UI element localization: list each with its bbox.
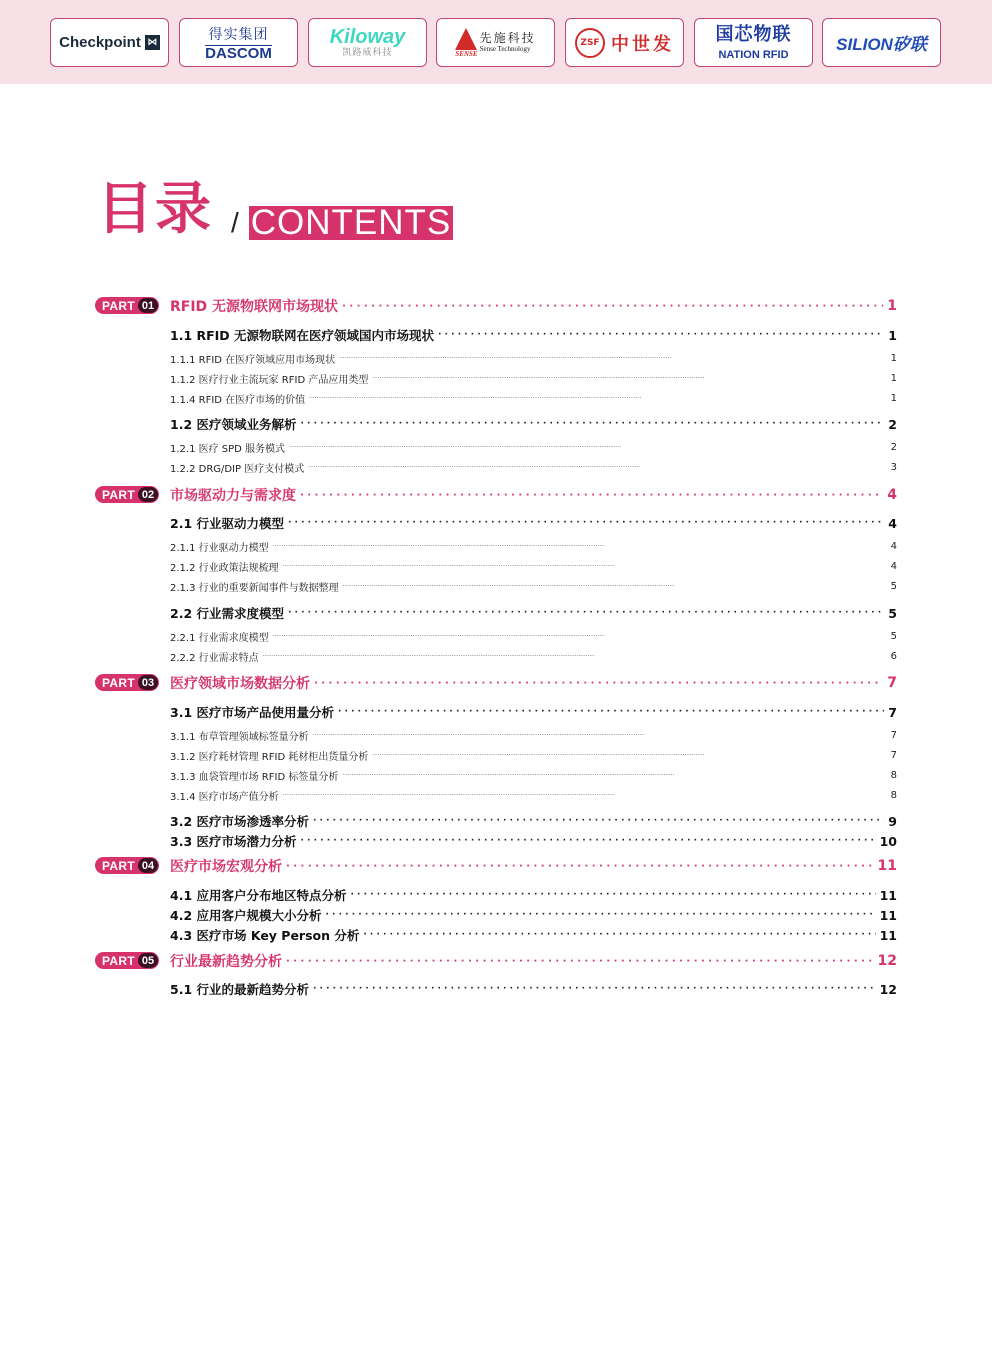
toc-entry[interactable] (170, 579, 897, 594)
toc-entry[interactable] (170, 788, 897, 803)
partner-logo-banner (0, 0, 992, 84)
toc-entry[interactable] (170, 604, 897, 622)
toc-entry[interactable] (170, 371, 897, 386)
toc-entry[interactable] (170, 629, 897, 644)
toc-title: 2.1.3 行业的重要新闻事件与数据整理 (170, 583, 339, 594)
part-badge-label: PART (102, 953, 135, 968)
toc-page: 12 (877, 953, 897, 969)
kiloway-logo-cn: 凯路威科技 (342, 48, 393, 58)
toc-page: 12 (879, 981, 897, 997)
silion-logo (822, 18, 941, 67)
toc-page: 7 (888, 704, 897, 720)
toc-title: 行业最新趋势分析 (170, 954, 282, 970)
toc-entry[interactable] (170, 514, 897, 532)
toc-leader (301, 836, 876, 846)
toc-title: 2.2.2 行业需求特点 (170, 653, 259, 664)
dascom-logo-en: DASCOM (205, 44, 272, 62)
toc-title: 3.1.4 医疗市场产值分析 (170, 792, 279, 803)
toc-page: 6 (890, 651, 897, 662)
toc-entry[interactable] (170, 559, 897, 574)
toc-title: 3.1.2 医疗耗材管理 RFID 耗材柜出货量分析 (170, 752, 369, 763)
toc-page: 11 (879, 887, 897, 903)
nation-rfid-logo-cn: 国芯物联 (715, 23, 792, 45)
toc-leader (309, 395, 886, 402)
toc-entry[interactable] (170, 748, 897, 763)
toc-leader (300, 490, 883, 501)
toc-title: 2.2.1 行业需求度模型 (170, 633, 269, 644)
toc-title: 2.1.1 行业驱动力模型 (170, 543, 269, 554)
toc-leader (313, 732, 887, 739)
checkpoint-mark-icon: ⋈ (145, 35, 160, 50)
toc-title: 1.1 RFID 无源物联网在医疗领域国内市场现状 (170, 328, 435, 343)
toc-title: 3.1.3 血袋管理市场 RFID 标签量分析 (170, 772, 339, 783)
toc-entry[interactable] (170, 768, 897, 783)
toc-part-04[interactable] (170, 856, 897, 876)
kiloway-logo (308, 18, 427, 67)
part-badge-label: PART (102, 858, 135, 873)
part-badge-label: PART (102, 487, 135, 502)
sense-logo-cn: 先施科技 (479, 31, 536, 45)
toc-leader (283, 792, 887, 799)
zsf-logo-cn: 中世发 (611, 33, 674, 55)
part-badge-03 (95, 674, 159, 691)
toc-page: 4 (888, 515, 897, 531)
toc-leader (372, 752, 886, 759)
toc-entry[interactable] (170, 926, 897, 944)
toc-leader (313, 816, 884, 826)
toc-title: 3.1.1 布草管理领域标签量分析 (170, 732, 309, 743)
toc-title: 医疗市场宏观分析 (170, 859, 282, 875)
toc-leader (273, 543, 887, 550)
toc-page: 3 (890, 462, 897, 473)
toc-title: 4.2 应用客户规模大小分析 (170, 908, 322, 923)
toc-page: 1 (890, 393, 897, 404)
dascom-logo (179, 18, 298, 67)
toc-leader (289, 444, 887, 451)
toc-page: 5 (888, 605, 897, 621)
toc-page: 11 (877, 858, 897, 874)
zsf-circle-icon: ZSF (575, 28, 605, 58)
toc-part-03[interactable] (170, 673, 897, 693)
toc-part-02[interactable] (170, 485, 897, 505)
toc-page: 7 (890, 730, 897, 741)
toc-page: 11 (879, 907, 897, 923)
toc-entry[interactable] (170, 812, 897, 830)
toc-page: 4 (890, 561, 897, 572)
toc-title: 2.2 行业需求度模型 (170, 606, 284, 621)
toc-part-05[interactable] (170, 951, 897, 971)
toc-title: 4.1 应用客户分布地区特点分析 (170, 888, 347, 903)
zsf-logo (565, 18, 684, 67)
toc-page: 4 (890, 541, 897, 552)
toc-leader (308, 464, 886, 471)
toc-title: 3.2 医疗市场渗透率分析 (170, 814, 309, 829)
toc-leader (351, 890, 876, 900)
toc-page: 1 (887, 298, 897, 314)
part-badge-04 (95, 857, 159, 874)
toc-title: 医疗领域市场数据分析 (170, 676, 310, 692)
part-badge-label: PART (102, 675, 135, 690)
toc-page: 9 (888, 813, 897, 829)
toc-leader (286, 861, 874, 872)
toc-entry[interactable] (170, 728, 897, 743)
part-badge-05 (95, 952, 159, 969)
toc-title: 3.1 医疗市场产品使用量分析 (170, 705, 334, 720)
toc-leader (288, 518, 884, 528)
toc-entry[interactable] (170, 906, 897, 924)
part-badge-label: PART (102, 298, 135, 313)
toc-leader (288, 608, 884, 618)
toc-leader (314, 678, 883, 689)
toc-page: 4 (887, 487, 897, 503)
toc-entry[interactable] (170, 415, 897, 433)
toc-leader (342, 772, 886, 779)
sense-triangle-icon (455, 28, 477, 50)
toc-page: 8 (890, 770, 897, 781)
dascom-logo-cn: 得实集团 (208, 26, 269, 43)
toc-page: 1 (890, 373, 897, 384)
title-english: CONTENTS (250, 203, 452, 242)
toc-title: 1.1.1 RFID 在医疗领域应用市场现状 (170, 355, 336, 366)
part-badge-number: 01 (138, 298, 158, 313)
toc-leader (263, 653, 887, 660)
toc-page: 2 (888, 416, 897, 432)
page-title (97, 178, 453, 242)
toc-entry[interactable] (170, 886, 897, 904)
toc-entry[interactable] (170, 539, 897, 554)
part-badge-number: 02 (138, 487, 158, 502)
toc-title: 3.3 医疗市场潜力分析 (170, 834, 297, 849)
toc-leader (339, 355, 886, 362)
part-badge-number: 05 (138, 953, 158, 968)
title-main: 目录 (97, 177, 213, 242)
part-badge-01 (95, 297, 159, 314)
toc-entry[interactable] (170, 351, 897, 366)
toc-leader (343, 583, 887, 590)
toc-leader (342, 301, 883, 312)
toc-page: 1 (890, 353, 897, 364)
toc-page: 7 (887, 675, 897, 691)
toc-leader (286, 956, 874, 967)
toc-page: 5 (890, 581, 897, 592)
toc-leader (301, 419, 885, 429)
part-badge-02 (95, 486, 159, 503)
checkpoint-logo-text: Checkpoint (59, 34, 141, 51)
toc-leader (326, 910, 876, 920)
toc-title: 2.1 行业驱动力模型 (170, 516, 284, 531)
toc-page: 8 (890, 790, 897, 801)
toc-leader (338, 707, 884, 717)
toc-entry[interactable] (170, 703, 897, 721)
toc-page: 1 (888, 327, 897, 343)
toc-entry[interactable] (170, 649, 897, 664)
toc-title: 1.1.4 RFID 在医疗市场的价值 (170, 395, 306, 406)
toc-title: 4.3 医疗市场 Key Person 分析 (170, 928, 360, 943)
toc-leader (273, 633, 887, 640)
toc-entry[interactable] (170, 391, 897, 406)
toc-title: 市场驱动力与需求度 (170, 488, 296, 504)
toc-page: 5 (890, 631, 897, 642)
sense-logo (436, 18, 555, 67)
sense-logo-sub: SENSE (455, 49, 478, 58)
toc-leader (363, 930, 875, 940)
checkpoint-logo (50, 18, 169, 67)
toc-leader (313, 984, 876, 994)
toc-title: 1.2 医疗领域业务解析 (170, 417, 297, 432)
title-slash: / (231, 207, 239, 238)
toc-page: 7 (890, 750, 897, 761)
toc-entry[interactable] (170, 326, 897, 344)
toc-title: 1.2.1 医疗 SPD 服务模式 (170, 444, 286, 455)
silion-logo-text: SILION矽联 (836, 35, 927, 54)
sense-logo-en: Sense Technology (479, 45, 531, 53)
toc-entry[interactable] (170, 980, 897, 998)
part-badge-number: 04 (138, 858, 158, 873)
toc-entry[interactable] (170, 460, 897, 475)
toc-leader (283, 563, 887, 570)
toc-title: 5.1 行业的最新趋势分析 (170, 982, 309, 997)
toc-title: RFID 无源物联网市场现状 (170, 299, 339, 315)
toc-title: 1.2.2 DRG/DIP 医疗支付模式 (170, 464, 305, 475)
toc-page: 2 (890, 442, 897, 453)
kiloway-logo-en: Kiloway (329, 26, 406, 48)
nation-rfid-logo-en: NATION RFID (718, 48, 789, 61)
toc-title: 1.1.2 医疗行业主流玩家 RFID 产品应用类型 (170, 375, 369, 386)
toc-page: 10 (879, 833, 897, 849)
toc-part-01[interactable] (170, 296, 897, 316)
toc-entry[interactable] (170, 440, 897, 455)
part-badge-number: 03 (138, 675, 158, 690)
toc-leader (372, 375, 886, 382)
toc-title: 2.1.2 行业政策法规梳理 (170, 563, 279, 574)
toc-entry[interactable] (170, 832, 897, 850)
toc-leader (438, 330, 884, 340)
toc-page: 11 (879, 927, 897, 943)
nation-rfid-logo (694, 18, 813, 67)
